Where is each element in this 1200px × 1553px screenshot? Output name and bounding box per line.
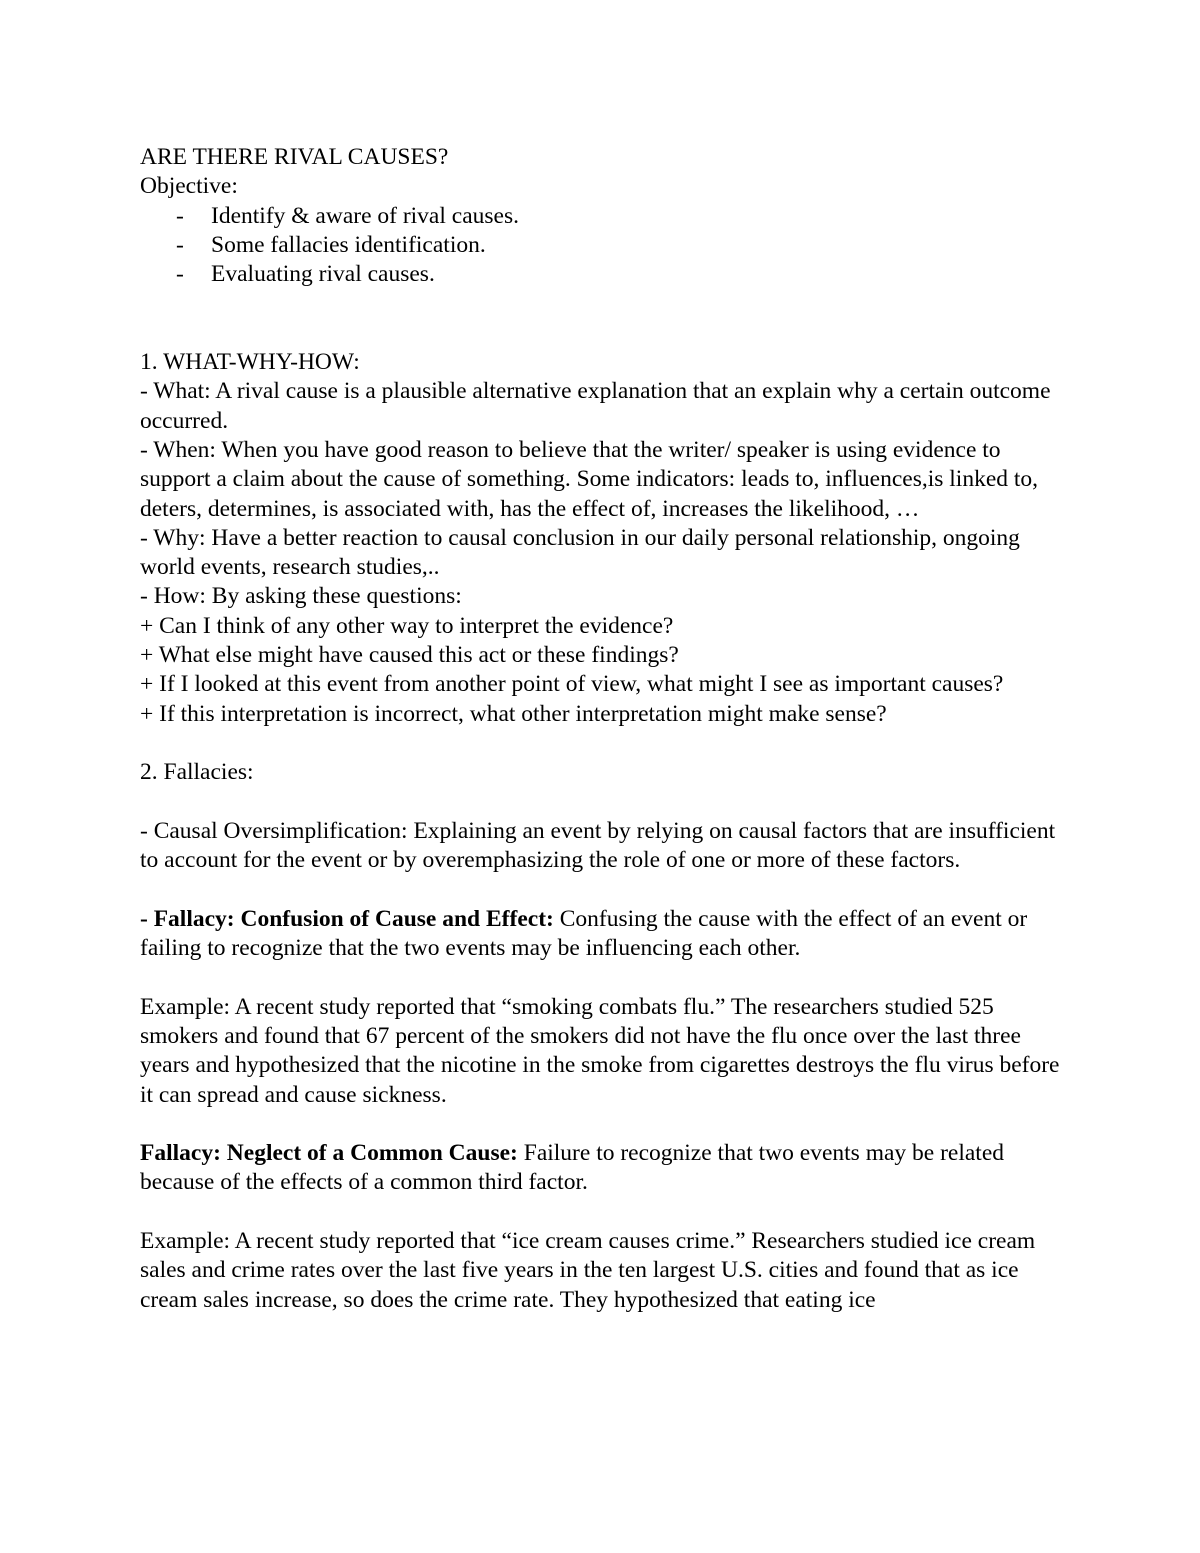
list-item [140,231,1070,260]
confusion-paragraph [140,905,1070,964]
spacer [140,729,1070,758]
neglect-text: Failure to recognize that two events may be related because of the effects of a common third factor. [140,1140,1005,1196]
objective-label: Objective: [140,173,238,200]
question-item: + If I looked at this event from another point of view, what might I see as important causes? [140,671,1004,698]
spacer [140,289,1070,348]
section1-heading: 1. WHAT-WHY-HOW: [140,349,360,376]
list-item [140,202,1070,231]
why-paragraph: - Why: Have a better reaction to causal conclusion in our daily personal relationship, ongoing world events, research studies,.. [140,524,1020,581]
confusion-label: - Fallacy: Confusion of Cause and Effect: [140,905,554,932]
oversimplification-paragraph: - Causal Oversimplification: Explaining an event by relying on causal factors that are insufficient to account for the event or by overemphasizing the role of one or more of these factors. [140,817,1056,874]
list-item-text: Evaluating rival causes. [211,261,435,288]
list-dash: - [176,261,184,288]
section2-heading: 2. Fallacies: [140,759,254,786]
when-paragraph: - When: When you have good reason to believe that the writer/ speaker is using evidence to support a claim about the cause of something. Some indicators: leads to, influences,is linked to, deters, determines, is associated with, has the effect of, increases the likelihood, … [140,436,1039,522]
spacer [140,1198,1070,1227]
spacer [140,875,1070,904]
question-item: + What else might have caused this act or these findings? [140,642,679,669]
objectives-list [140,202,1070,290]
document-title: ARE THERE RIVAL CAUSES? [140,144,449,170]
spacer [140,1110,1070,1139]
list-item-text: Identify & aware of rival causes. [211,202,519,229]
neglect-paragraph [140,1139,1070,1198]
spacer [140,788,1070,817]
question-item: + If this interpretation is incorrect, what other interpretation might make sense? [140,700,887,727]
example1-paragraph: Example: A recent study reported that “smoking combats flu.” The researchers studied 525 smokers and found that 67 percent of the smokers did not have the flu once over the last three years and hypothesized that the nicotine in the smoke from cigarettes destroys the flu virus before it can spread and cause sickness. [140,993,1060,1108]
spacer [140,963,1070,992]
what-paragraph: - What: A rival cause is a plausible alternative explanation that an explain why a certain outcome occurred. [140,378,1051,434]
question-item: + Can I think of any other way to interpret the evidence? [140,612,674,639]
list-dash: - [176,231,184,258]
document-page [140,143,1070,1315]
how-paragraph: - How: By asking these questions: [140,583,462,610]
example2-paragraph: Example: A recent study reported that “ice cream causes crime.” Researchers studied ice cream sales and crime rates over the last five years in the ten largest U.S. cities and found that as ice cream sales increase, so does the crime rate. They hypothesized that eating ice [140,1227,1036,1313]
neglect-label: Fallacy: Neglect of a Common Cause: [140,1140,518,1167]
list-dash: - [176,202,184,229]
confusion-text: Confusing the cause with the effect of an event or failing to recognize that the two events may be influencing each other. [140,905,1028,962]
list-item [140,260,1070,289]
list-item-text: Some fallacies identification. [211,231,486,258]
